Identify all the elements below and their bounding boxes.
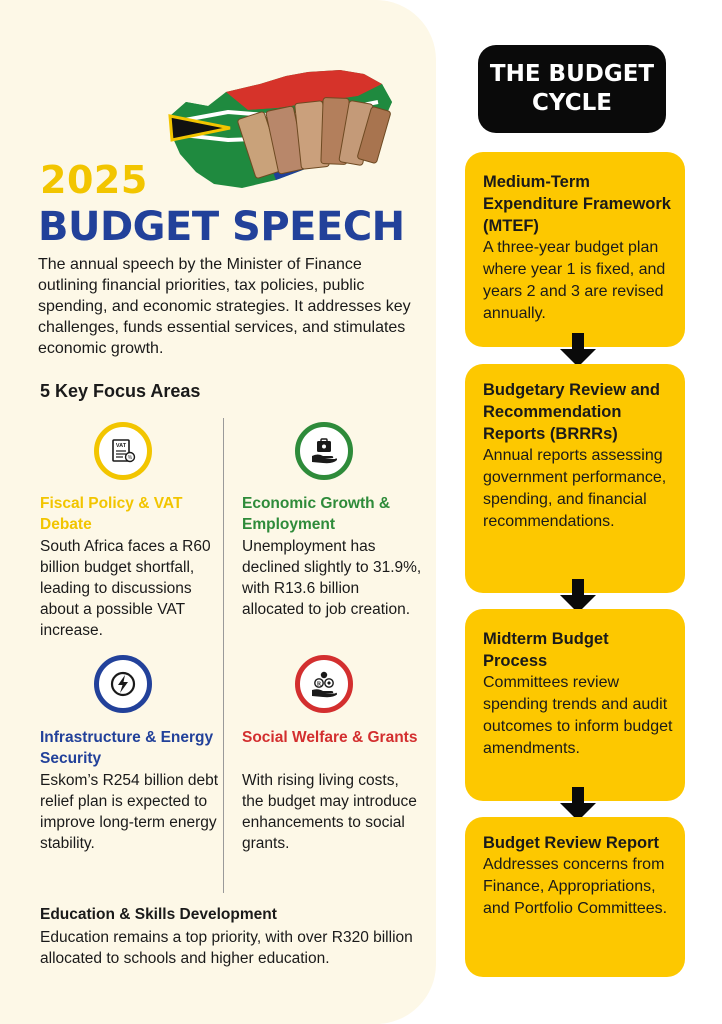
focus-body-growth: Unemployment has declined slightly to 31.9%, with R13.6 billion allocated to job creation. [242, 538, 422, 618]
focus-title-fiscal: Fiscal Policy & VAT Debate [40, 495, 183, 533]
svg-text:%: % [127, 455, 133, 461]
cycle-step-body: Addresses concerns from Finance, Appropriations, and Portfolio Committees. [483, 856, 668, 917]
focus-title-infrastructure: Infrastructure & Energy Security [40, 729, 214, 767]
cycle-step-midterm [465, 609, 685, 801]
focus-title-social: Social Welfare & Grants [242, 729, 418, 746]
cycle-step-body: A three-year budget plan where year 1 is fixed, and years 2 and 3 are revised annually. [483, 239, 666, 322]
budget-year: 2025 [40, 158, 148, 202]
arrow-down-icon [560, 787, 596, 821]
lightning-icon [94, 655, 152, 713]
focus-title-growth: Economic Growth & Employment [242, 495, 391, 533]
cycle-step-brrr [465, 364, 685, 593]
focus-areas-heading: 5 Key Focus Areas [40, 381, 201, 401]
cycle-step-title: Budget Review Report [483, 834, 660, 852]
cycle-step-review-report [465, 817, 685, 977]
focus-body-social: With rising living costs, the budget may introduce enhancements to social grants. [242, 772, 417, 852]
cycle-step-title: Medium-Term Expenditure Framework (MTEF) [483, 173, 671, 235]
focus-body-infrastructure: Eskom’s R254 billion debt relief plan is expected to improve long-term energy stability. [40, 772, 219, 852]
vat-label: VAT [115, 443, 127, 449]
flag-map-banknotes-illustration [168, 68, 394, 190]
briefcase-hand-icon [295, 422, 353, 480]
intro-paragraph: The annual speech by the Minister of Finance outlining financial priorities, tax policies, public spending, and economic strategies. It addresses key challenges, funds essential services, and stimulates economic growth. [38, 256, 411, 357]
cycle-step-body: Annual reports assessing government performance, spending, and financial recommendations. [483, 447, 667, 530]
focus-body-fiscal: South Africa faces a R60 billion budget shortfall, leading to discussions about a possible VAT increase. [40, 538, 211, 639]
rand-label: R [316, 681, 322, 688]
budget-cycle-header: THE BUDGET CYCLE [478, 45, 666, 133]
cycle-step-title: Midterm Budget Process [483, 630, 609, 670]
column-divider [223, 418, 224, 893]
cycle-step-title: Budgetary Review and Recommendation Reports (BRRRs) [483, 381, 660, 443]
page-title: BUDGET SPEECH [38, 204, 405, 250]
cycle-step-body: Committees review spending trends and audit outcomes to inform budget amendments. [483, 674, 673, 757]
education-title: Education & Skills Development [40, 906, 277, 923]
education-body: Education remains a top priority, with over R320 billion allocated to schools and higher education. [40, 929, 413, 967]
social-grant-hand-icon [295, 655, 353, 713]
arrow-down-icon [560, 333, 596, 367]
arrow-down-icon [560, 579, 596, 613]
cycle-step-mtef [465, 152, 685, 347]
vat-document-icon [94, 422, 152, 480]
